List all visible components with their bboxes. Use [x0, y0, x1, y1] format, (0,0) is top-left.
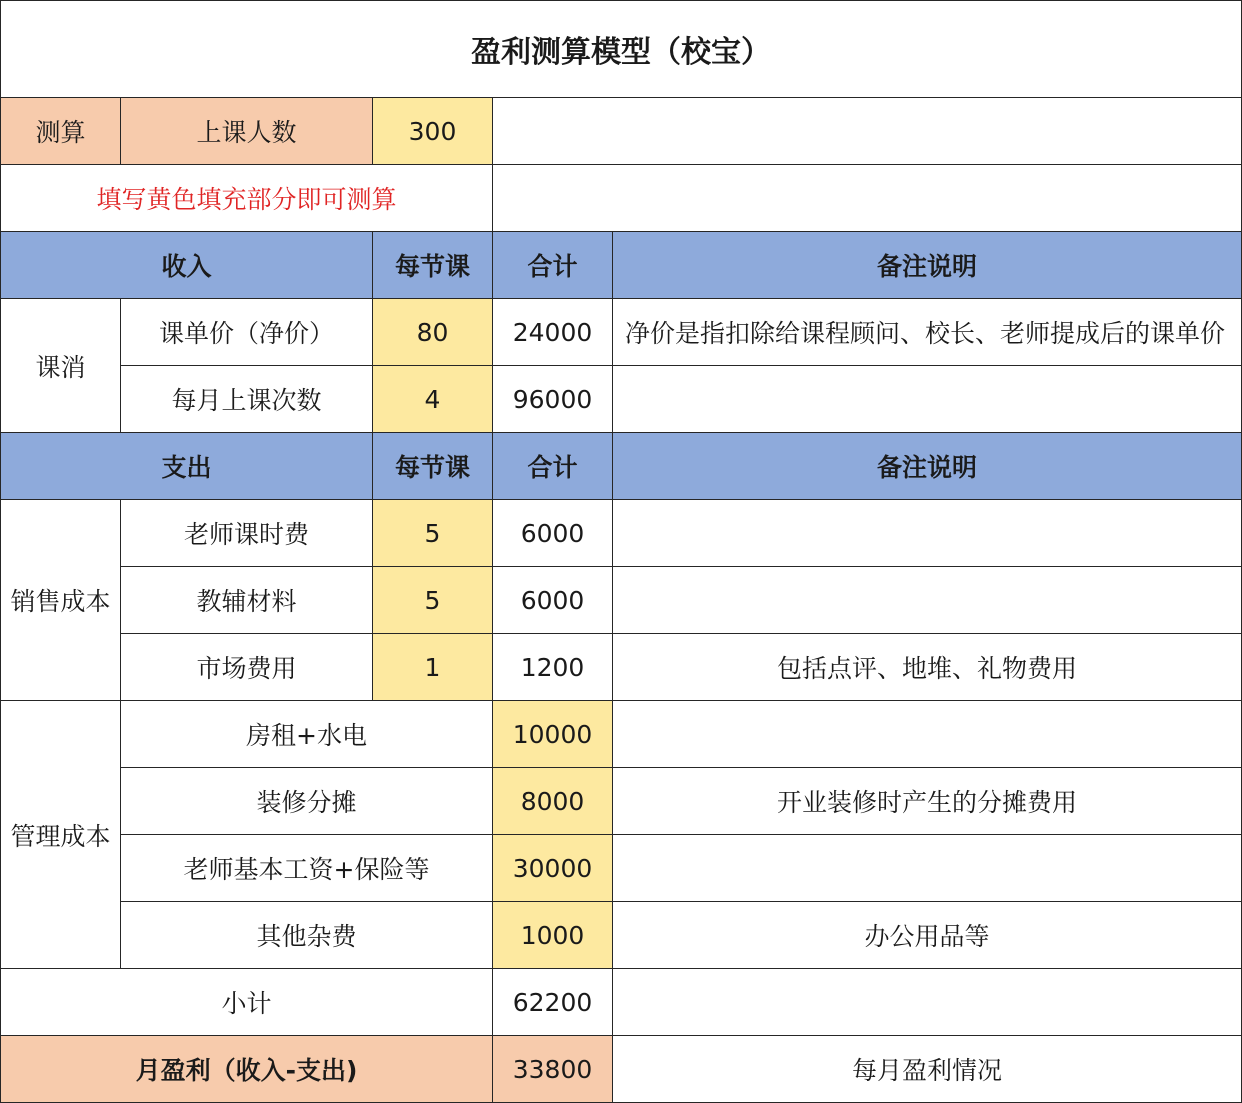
total-input-cell[interactable]: 10000	[493, 701, 613, 768]
title-row	[1, 1, 1242, 98]
per-class-input-cell[interactable]: 80	[373, 299, 493, 366]
total-header: 合计	[493, 433, 613, 500]
remark-cell	[613, 567, 1242, 634]
row-label: 老师课时费	[121, 500, 373, 567]
sheet-title: 盈利测算模型（校宝）	[1, 1, 1242, 98]
total-input-cell[interactable]: 1000	[493, 902, 613, 969]
total-input-cell[interactable]: 8000	[493, 768, 613, 835]
fill-hint: 填写黄色填充部分即可测算	[1, 165, 493, 232]
mgmt-cost-group-label: 管理成本	[1, 701, 121, 969]
table-row	[1, 366, 1242, 433]
remark-cell	[613, 701, 1242, 768]
subtotal-row	[1, 969, 1242, 1036]
remark-cell: 每月盈利情况	[613, 1036, 1242, 1103]
calc-label: 测算	[1, 98, 121, 165]
per-class-input-cell[interactable]: 5	[373, 500, 493, 567]
row-label: 装修分摊	[121, 768, 493, 835]
table-row	[1, 634, 1242, 701]
income-header: 收入	[1, 232, 373, 299]
remark-header: 备注说明	[613, 433, 1242, 500]
profit-row	[1, 1036, 1242, 1103]
remark-cell: 包括点评、地堆、礼物费用	[613, 634, 1242, 701]
students-input-cell[interactable]: 300	[373, 98, 493, 165]
remark-cell	[613, 366, 1242, 433]
total-cell: 96000	[493, 366, 613, 433]
income-header-row	[1, 232, 1242, 299]
remark-cell	[613, 969, 1242, 1036]
expense-header: 支出	[1, 433, 373, 500]
per-class-header: 每节课	[373, 433, 493, 500]
remark-cell	[613, 500, 1242, 567]
remark-cell: 办公用品等	[613, 902, 1242, 969]
row-label: 课单价（净价）	[121, 299, 373, 366]
empty-cell	[493, 165, 1242, 232]
calc-row	[1, 98, 1242, 165]
income-group-label: 课消	[1, 299, 121, 433]
remark-header: 备注说明	[613, 232, 1242, 299]
total-cell: 6000	[493, 500, 613, 567]
remark-cell: 净价是指扣除给课程顾问、校长、老师提成后的课单价	[613, 299, 1242, 366]
expense-header-row	[1, 433, 1242, 500]
per-class-input-cell[interactable]: 1	[373, 634, 493, 701]
subtotal-value: 62200	[493, 969, 613, 1036]
per-class-header: 每节课	[373, 232, 493, 299]
students-label: 上课人数	[121, 98, 373, 165]
table-row	[1, 902, 1242, 969]
table-row	[1, 835, 1242, 902]
total-input-cell[interactable]: 30000	[493, 835, 613, 902]
remark-cell	[613, 835, 1242, 902]
profit-value: 33800	[493, 1036, 613, 1103]
total-cell: 24000	[493, 299, 613, 366]
total-cell: 6000	[493, 567, 613, 634]
table-row	[1, 500, 1242, 567]
remark-cell: 开业装修时产生的分摊费用	[613, 768, 1242, 835]
sales-cost-group-label: 销售成本	[1, 500, 121, 701]
subtotal-label: 小计	[1, 969, 493, 1036]
row-label: 老师基本工资+保险等	[121, 835, 493, 902]
per-class-input-cell[interactable]: 5	[373, 567, 493, 634]
table-row	[1, 768, 1242, 835]
row-label: 教辅材料	[121, 567, 373, 634]
empty-cell	[493, 98, 1242, 165]
table-row	[1, 701, 1242, 768]
row-label: 市场费用	[121, 634, 373, 701]
total-header: 合计	[493, 232, 613, 299]
row-label: 房租+水电	[121, 701, 493, 768]
total-cell: 1200	[493, 634, 613, 701]
per-class-input-cell[interactable]: 4	[373, 366, 493, 433]
table-row	[1, 299, 1242, 366]
row-label: 每月上课次数	[121, 366, 373, 433]
table-row	[1, 567, 1242, 634]
hint-row	[1, 165, 1242, 232]
row-label: 其他杂费	[121, 902, 493, 969]
profit-label: 月盈利（收入-支出)	[1, 1036, 493, 1103]
